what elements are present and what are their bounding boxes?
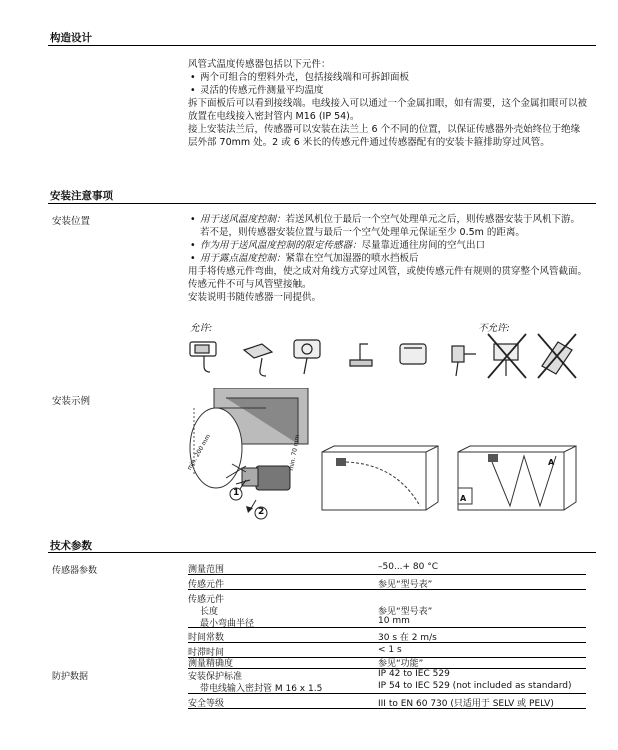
section-title-design: 构造设计 [50,32,92,44]
label-sensor-params: 传感器参数 [52,566,98,576]
install-para-2: 安装说明书随传感器一同提供。 [188,292,322,303]
step-label: 2 [258,507,265,517]
spec-value: 参见“型号表” [378,607,433,617]
label-a: A [548,458,555,467]
orientation-allowed-icon [294,340,320,374]
label-protection: 防护数据 [52,672,89,682]
dimension-label: min. 200 mm [186,433,213,472]
dimension-label: min. 70 mm [288,434,302,472]
design-body [188,58,588,149]
table-row [188,656,586,669]
bullet-text: 紧靠在空气加湿器的喷水挡板后 [285,253,419,264]
orientation-allowed-icon [400,344,426,364]
bullet-italic: 用于露点温度控制： [200,253,286,264]
spec-key: 传感元件 [188,580,225,590]
spec-value: 参见“功能” [378,659,424,669]
table-row [188,696,586,709]
divider [48,552,596,553]
label-a: A [460,494,467,503]
install-para-1: 用手将传感元件弯曲，使之成对角线方式穿过风管，或使传感元件有规则的贯穿整个风管截面。传感元件不可与风管壁接触。 [188,266,588,290]
bullet-italic: 作为用于送风温度控制的限定传感器： [200,240,362,251]
list-item: • 两个可组合的塑料外壳，包括接线端和可拆卸面板 [188,71,588,84]
orientation-allowed-icon [244,344,272,376]
spec-key: 时间常数 [188,633,225,643]
table-row [188,630,586,643]
label-install-position: 安装位置 [52,216,91,227]
design-para-1: 拆下面板后可以看到接线端。电线接入可以通过一个金属扣眼，如有需要，这个金属扣眼可以被放置在电线接入密封管内 M16 (IP 54)。 [188,98,588,122]
bullet-italic: 用于送风温度控制： [200,214,286,225]
bullet-text: 若送风机位于最后一个空气处理单元之后，则传感器安装于风机下游。若不是，则传感器安装位置与最后一个空气处理单元保证至少 0.5m 的距离。 [200,214,581,238]
allowed-label: 允许: [190,323,213,334]
table-row [188,592,586,628]
list-item [188,213,588,239]
spec-value: IP 54 to IEC 529 (not included as standard) [378,681,572,691]
spec-key: 安装保护标准 [188,672,243,682]
step-label: 1 [233,488,240,498]
orientation-not-allowed-icon [538,334,576,378]
design-intro: 风管式温度传感器包括以下元件： [188,59,331,70]
spec-value: < 1 s [378,645,402,655]
spec-key: 测量范围 [188,565,225,575]
spec-value: 10 mm [378,616,410,626]
install-body [188,213,588,304]
list-item [188,252,588,265]
design-bullets [188,71,588,97]
spec-key: 最小弯曲半径 [200,619,255,629]
spec-key: 传感元件 [188,595,225,605]
spec-value: –50...+ 80 °C [378,562,439,572]
divider [48,203,596,204]
table-row [188,577,586,590]
list-item: • 灵活的传感元件测量平均温度 [188,84,588,97]
orientation-allowed-icon [452,346,476,376]
design-para-2: 接上安装法兰后，传感器可以安装在法兰上 6 个不同的位置，以保证传感器外壳始终位于绝缘层外部 70mm 处。2 或 6 米长的传感元件通过传感器配有的安装卡箍排助穿过风管。 [188,124,581,148]
orientation-not-allowed-icon [488,334,526,378]
label-install-example: 安装示例 [52,396,91,407]
orientation-allowed-icon [190,342,216,372]
spec-value: III to EN 60 730 (只适用于 SELV 或 PELV) [378,699,554,709]
spec-key: 长度 [200,607,219,617]
spec-key: 安全等级 [188,699,225,709]
duct-zigzag-diagram [452,444,586,518]
table-row [188,669,586,694]
spec-value: 参见“型号表” [378,580,433,590]
spec-key: 时滞时间 [188,648,225,658]
duct-diagonal-diagram [316,444,446,518]
spec-value: IP 42 to IEC 529 [378,669,450,679]
spec-key: 测量精确度 [188,659,234,669]
bullet-text: 尽量靠近通往房间的空气出口 [361,240,486,251]
divider [48,45,596,46]
list-item [188,239,588,252]
mounting-orientation-icons [186,332,590,380]
orientation-allowed-icon [350,344,372,366]
section-title-specs: 技术参数 [50,540,92,552]
spec-value: 30 s 在 2 m/s [378,633,437,643]
table-row [188,562,586,575]
spec-key: 带电线输入密封管 M 16 x 1.5 [200,684,323,694]
not-allowed-label: 不允许: [478,323,510,334]
install-bullets [188,213,588,265]
section-title-installation: 安装注意事项 [50,190,113,202]
